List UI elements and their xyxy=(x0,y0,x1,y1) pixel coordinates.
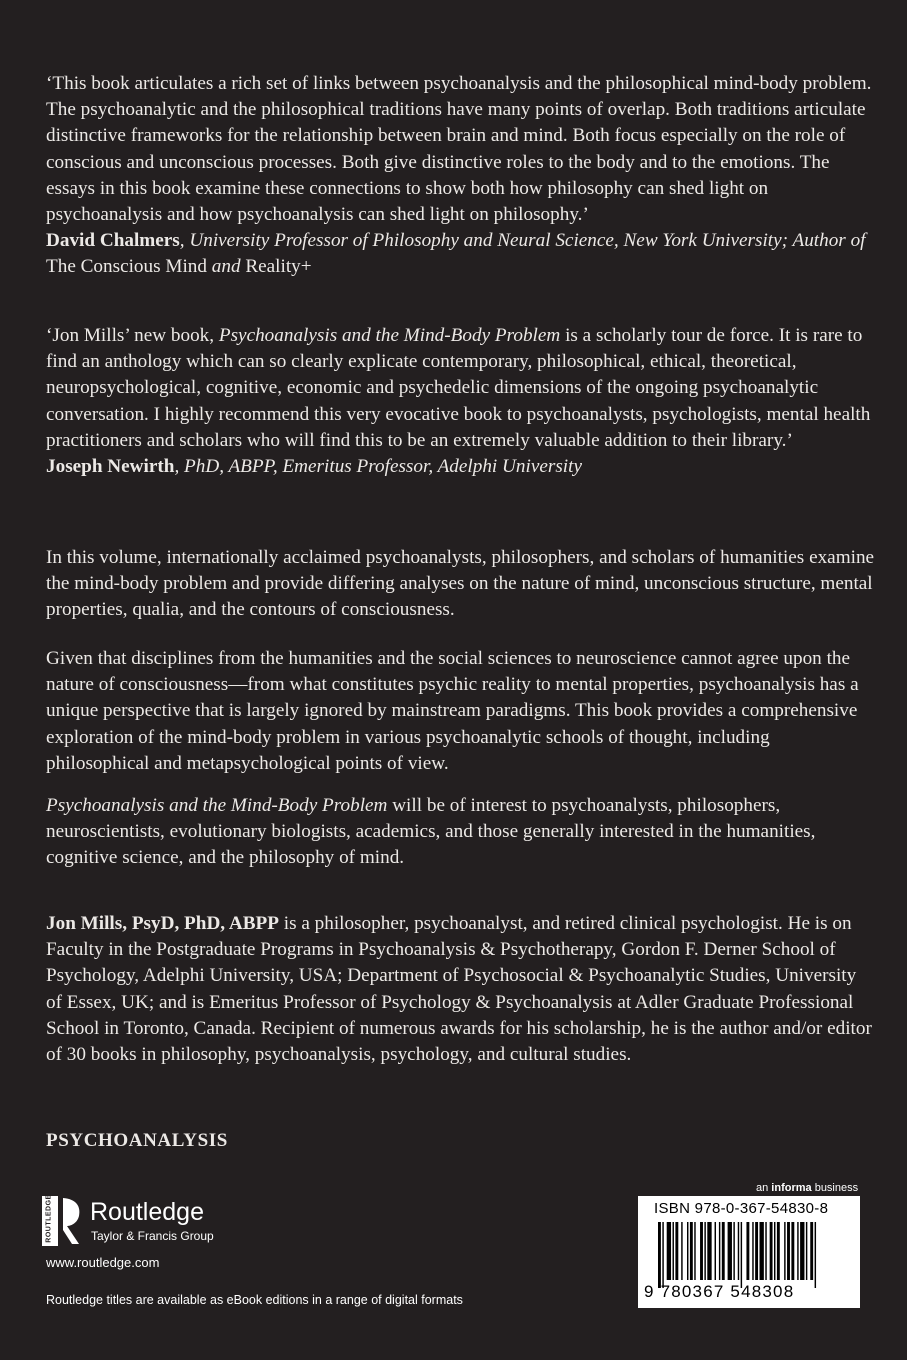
barcode-stripe xyxy=(746,1222,749,1280)
barcode-stripe xyxy=(675,1222,678,1280)
barcode-stripe xyxy=(810,1222,813,1280)
barcode-stripe xyxy=(722,1222,725,1280)
endorser-name: David Chalmers xyxy=(46,230,180,252)
ebook-note: Routledge titles are available as eBook editions in a range of digital formats xyxy=(46,1293,463,1307)
book-title: Psychoanalysis and the Mind-Body Problem xyxy=(218,325,561,346)
barcode-stripe xyxy=(752,1222,753,1280)
barcode-stripe xyxy=(667,1222,671,1280)
barcode-stripe xyxy=(694,1222,695,1280)
barcode-stripe xyxy=(815,1222,816,1288)
endorsement-quote-start: ‘Jon Mills’ new book, xyxy=(46,325,219,346)
endorser-affiliation: , University Professor of Philosophy and Neural Science, New York University; Author of xyxy=(179,230,866,252)
barcode-digits: 9 780367 548308 xyxy=(644,1282,795,1301)
barcode-stripe xyxy=(658,1222,661,1288)
barcode-stripe xyxy=(738,1222,739,1280)
routledge-logo-icon xyxy=(62,1196,86,1246)
barcode-stripe xyxy=(791,1222,794,1280)
barcode-stripe xyxy=(719,1222,720,1280)
endorsement-quote-rest: is a scholarly tour de force. It is rare to find an anthology which can so clearly explicate contemporary, philosophical, ethical, theoretical, neuropsychological, cognitive, economic and psychedelic dimensions of the ongoing psychoanalytic conversation. I highly recommend this very evocative book to psychoanalysts, psychologists, mental health practitioners and scholars who will find this to be an extremely valuable addition to their library.’ xyxy=(46,325,871,451)
barcode-stripe xyxy=(704,1222,705,1280)
barcode-stripe xyxy=(733,1222,734,1280)
description-paragraph: Given that disciplines from the humanities and the social sciences to neuroscience cannot agree upon the nature of consciousness—from what constitutes psychic reality to mental properties, psychoanalysis has a unique perspective that is largely ignored by mainstream paradigms. This book provides a comprehensive exploration of the mind-body problem in various psychoanalytic schools of thought, including philosophical and metapsychological points of view. xyxy=(46,648,859,774)
author-name: Jon Mills, PsyD, PhD, ABPP xyxy=(46,913,279,934)
publisher-name: Routledge xyxy=(90,1198,204,1226)
endorser-name: Joseph Newirth xyxy=(46,456,175,478)
endorsement-chalmers xyxy=(46,71,876,281)
informa-tagline xyxy=(756,1182,858,1194)
endorser-affiliation: , PhD, ABPP, Emeritus Professor, Adelphi University xyxy=(174,456,582,478)
barcode-stripe xyxy=(770,1222,773,1280)
barcode-stripe xyxy=(755,1222,758,1280)
informa-word: informa xyxy=(771,1182,812,1194)
subject-category: PSYCHOANALYSIS xyxy=(46,1130,228,1151)
barcode-stripe xyxy=(741,1222,742,1288)
barcode-stripe xyxy=(760,1222,764,1280)
author-bio xyxy=(46,911,876,1068)
barcode-stripe xyxy=(687,1222,688,1280)
publisher-url: www.routledge.com xyxy=(46,1255,160,1270)
endorser-affiliation-and: and xyxy=(206,256,246,278)
barcode-stripe xyxy=(673,1222,674,1280)
routledge-logo-bar xyxy=(42,1196,58,1246)
audience-paragraph xyxy=(46,793,876,872)
barcode-stripe xyxy=(777,1222,780,1280)
endorsement-quote: ‘This book articulates a rich set of links between psychoanalysis and the philosophical mind-body problem. The psychoanalytic and the philosophical traditions have many points of overlap. Both traditions articulate distinctive frameworks for the relationship between brain and mind. Both focus especially on the role of conscious and unconscious processes. Both give distinctive roles to the body and to the emotions. The essays in this book examine these connections to show both how philosophy can shed light on psychoanalysis and how psychoanalysis can shed light on philosophy.’ xyxy=(46,73,872,226)
barcode-stripe xyxy=(700,1222,703,1280)
description-paragraph: In this volume, internationally acclaimed psychoanalysts, philosophers, and scholars of humanities examine the mind-body problem and provide differing analyses on the nature of mind, unconscious structure, mental properties, qualia, and the contours of consciousness. xyxy=(46,547,875,621)
barcode-stripe xyxy=(681,1222,682,1280)
barcode-stripe xyxy=(728,1222,732,1280)
barcode-stripe xyxy=(800,1222,804,1280)
publisher-group: Taylor & Francis Group xyxy=(91,1229,214,1243)
barcode-stripe xyxy=(806,1222,807,1280)
isbn-label: ISBN 978-0-367-54830-8 xyxy=(654,1200,829,1217)
barcode-stripe xyxy=(787,1222,790,1280)
routledge-logo-vertical-text: ROUTLEDGE xyxy=(45,1194,53,1243)
author-bio-text: is a philosopher, psychoanalyst, and retired clinical psychologist. He is on Faculty in the Postgraduate Programs in Psychoanalysis & Psychotherapy, Gordon F. Derner School of Psychology, Adelphi University, USA; Department of Psychosocial & Psychoanalytic Studies, University of Essex, UK; and is Emeritus Professor of Psychology & Psychoanalysis at Adler Graduate Professional School in Toronto, Canada. Recipient of numerous awards for his scholarship, he is the author and/or editor of 30 books in philosophy, psychoanalysis, psychology, and cultural studies. xyxy=(46,913,872,1066)
book-title: Psychoanalysis and the Mind-Body Problem xyxy=(46,795,388,816)
barcode-stripe xyxy=(662,1222,663,1288)
barcode-stripe xyxy=(690,1222,693,1280)
barcode-stripe xyxy=(715,1222,716,1280)
barcode-stripe xyxy=(797,1222,798,1280)
informa-post: business xyxy=(811,1182,859,1194)
audience-text: will be of interest to psychoanalysts, philosophers, neuroscientists, evolutionary biologists, academics, and those generally interested in the humanities, cognitive science, and the philosophy of mind. xyxy=(46,795,816,869)
endorser-work-title: The Conscious Mind xyxy=(46,256,207,278)
barcode-stripe xyxy=(707,1222,711,1280)
isbn-barcode xyxy=(638,1196,860,1308)
barcode-stripe xyxy=(765,1222,766,1280)
endorsement-newirth xyxy=(46,323,876,480)
informa-pre: an xyxy=(756,1182,772,1194)
barcode-stripe xyxy=(774,1222,775,1280)
barcode-stripe xyxy=(784,1222,785,1280)
endorser-work-title: Reality+ xyxy=(245,256,312,278)
